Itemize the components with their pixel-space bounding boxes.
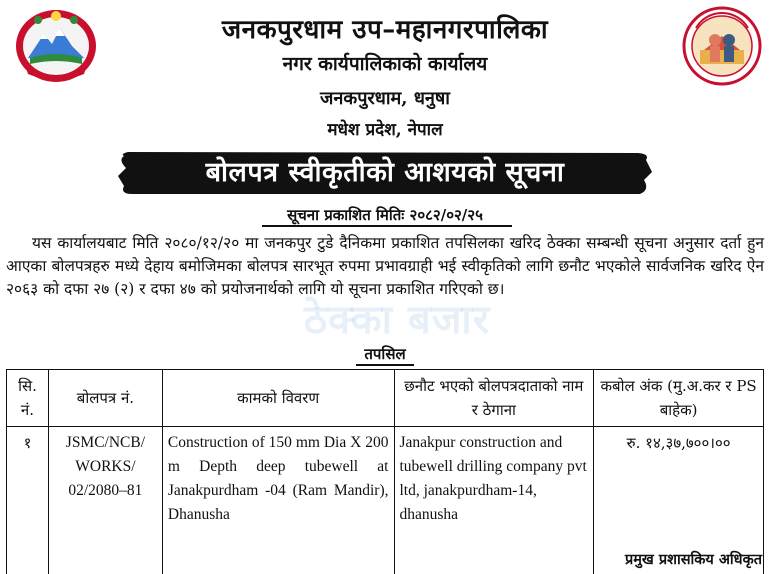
office-address: जनकपुरधाम, धनुषा (320, 88, 450, 109)
notice-body: यस कार्यालयबाट मिति २०८०/१२/२० मा जनकपुर टुडे दैनिकमा प्रकाशित तपसिलका खरिद ठेक्का सम्बन्धी सूचना अनुसार दर्ता हुन आएका बोलपत्रहरु मध्ये देहाय बमोजिमका बोलपत्र सारभूत रुपमा प्रभावग्राही भई स्वीकृतिको लागि छनौट भएकोले सार्वजनिक खरिद ऐन २०६३ को दफा २७ (२) र दफा ४७ को प्रयोजनार्थको लागि यो सूचना प्रकाशित गरिएको छ। (6, 234, 764, 298)
column-header-description: कामको विवरण (162, 370, 394, 427)
office-name: नगर कार्यपालिकाको कार्यालय (282, 53, 488, 75)
schedule-table (6, 369, 764, 574)
table-header-row (7, 370, 764, 427)
schedule-title-underline (356, 364, 414, 366)
cell-bid-no: JSMC/NCB/ WORKS/ 02/2080–81 (48, 427, 162, 574)
column-header-bid-no: बोलपत्र नं. (48, 370, 162, 427)
notice-title: बोलपत्र स्वीकृतीको आशयको सूचना (205, 157, 565, 188)
watermark: ठेक्का बजार (303, 297, 491, 343)
cell-bidder: Janakpur construction and tubewell drilling company pvt ltd, janakpurdham-14, dhanusha (394, 427, 594, 574)
province-line: मधेश प्रदेश, नेपाल (327, 120, 443, 140)
signatory-title: प्रमुख प्रशासकिय अधिकृत (625, 551, 762, 568)
published-date: सूचना प्रकाशित मितिः २०८२/०२/२५ (287, 206, 483, 224)
column-header-sn: सि. नं. (7, 370, 49, 427)
cell-description: Construction of 150 mm Dia X 200 m Depth deep tubewell at Janakpurdham -04 (Ram Mandir), Dhanusha (162, 427, 394, 574)
cell-amount: रु. १४,३७,७००।०० (594, 427, 764, 574)
column-header-amount: कबोल अंक (मु.अ.कर र PS बाहेक) (594, 370, 764, 427)
schedule-title: तपसिल (364, 345, 406, 363)
cell-sn: १ (7, 427, 49, 574)
municipality-name: जनकपुरधाम उप–महानगरपालिका (221, 15, 549, 45)
column-header-bidder: छनौट भएको बोलपत्रदाताको नाम र ठेगाना (394, 370, 594, 427)
published-date-underline (262, 225, 512, 227)
